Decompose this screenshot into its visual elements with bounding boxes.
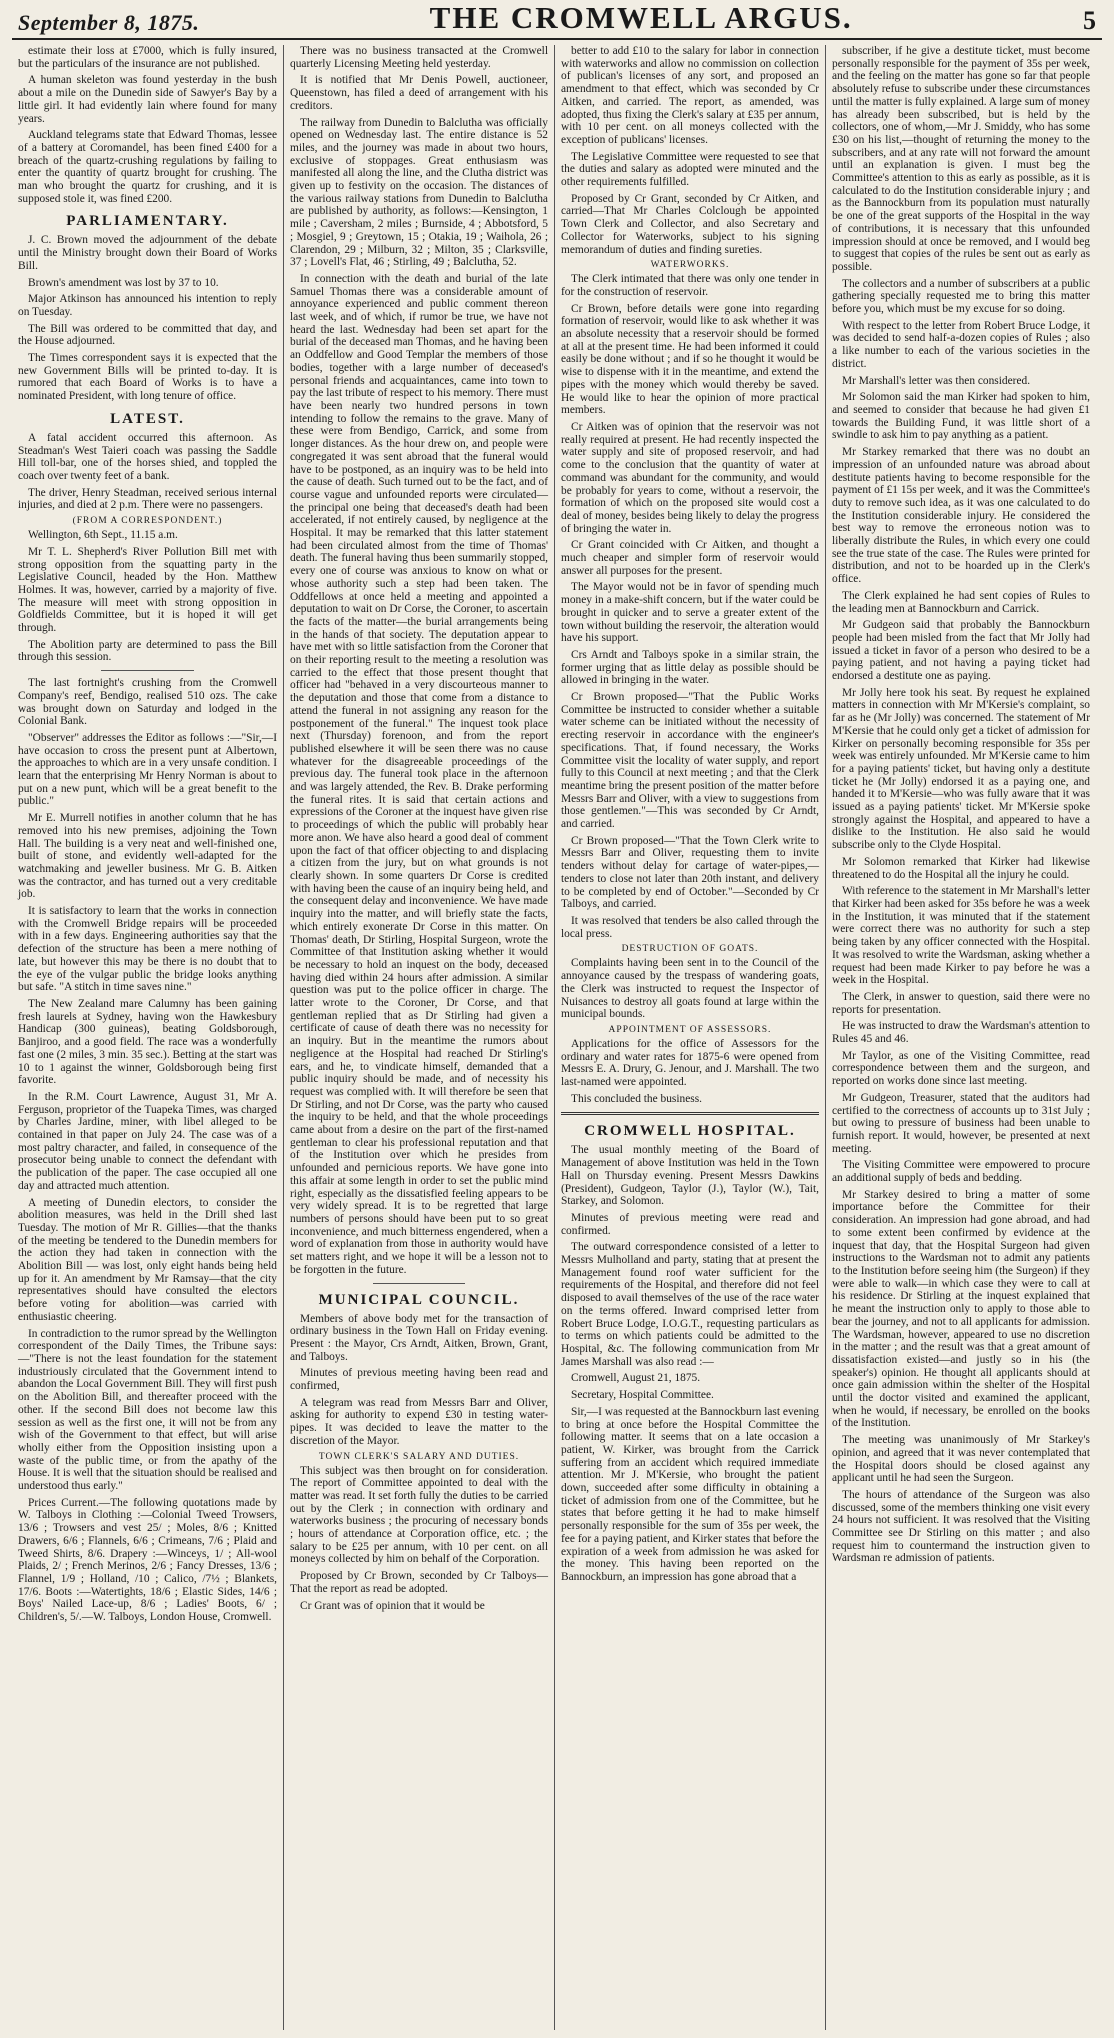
sub-heading: DESTRUCTION OF GOATS. bbox=[621, 944, 759, 955]
sub-heading: TOWN CLERK'S SALARY AND DUTIES. bbox=[318, 1451, 520, 1462]
article-paragraph: The Visiting Committee were empowered to procure an additional supply of beds and bedding. bbox=[832, 1159, 1090, 1185]
column-4 bbox=[825, 45, 1096, 2030]
article-paragraph: "Observer" addresses the Editor as follows :—"Sir,—I have occasion to cross the present punt at Albertown, the approaches to which are in a very unsafe condition. I learn that the enterprising Mr Henry Norman is about to put on a new punt, which will be a great benefit to the public." bbox=[18, 731, 277, 808]
section-heading: MUNICIPAL COUNCIL. bbox=[318, 1291, 520, 1308]
article-paragraph: The New Zealand mare Calumny has been gaining fresh laurels at Sydney, having won the Hawkesbury Handicap (300 guineas), beating Goldsborough, Banjiroo, and a good field. The race was a wonderfully fast one (2 miles, 3 min. 35 sec.). Betting at the start was 10 to 1 against the winner, Goldsborough being first favorite. bbox=[18, 998, 277, 1087]
article-paragraph: It is satisfactory to learn that the works in connection with the Cromwell Bridge repairs will be proceeded with in a few days. Engineering authorities say that the defection of the structure has been a mere nothing of late, but however this may be there is no doubt that to the eye of the vulgar public the bridge looks anything but safe. "A stitch in time saves nine." bbox=[18, 905, 277, 994]
article-paragraph: With reference to the statement in Mr Marshall's letter that Kirker had been asked for 35s before he was a week in the Institution, it was minuted that if the statement were correct there was no authority for such a step being taken by any officer connected with the Hospital. It was resolved to write the Wardsman, asking whether a request had been made Kirker to pay before he was a week in the Hospital. bbox=[832, 885, 1090, 987]
article-paragraph: Mr Jolly here took his seat. By request he explained matters in connection with Mr M'Kersie's complaint, so far as he (Mr Jolly) was concerned. The statement of Mr M'Kersie that he could only get a ticket of admission for Kirker on personally becoming responsible for 35s per week was entirely unfounded. Mr M'Kersie came to him for a paying patients' ticket, but having only a destitute ticket he (Mr Jolly) endorsed it as a paying one, and handed it to M'Kersie—who was fully aware that it was issued as a paying patients' ticket. Mr M'Kersie spoke strongly against the Hospital, and appeared to have a dislike to the Institution. He also said he would subscribe only to the Clyde Hospital. bbox=[832, 686, 1090, 852]
article-paragraph: In connection with the death and burial of the late Samuel Thomas there was a considerable amount of annoyance experienced and public comment thereon last week, and of which, if rumor be true, we have not heard the last. Wednesday had been set apart for the burial of the deceased man Thomas, and he having been an Oddfellow and Good Templar the members of those bodies, together with a large number of deceased's personal friends and acquaintances, came into town to pay the last tribute of respect to his memory. There must have been nearly two hundred persons in town intending to follow the remains to the grave. Many of these were from Bendigo, Carrick, and some from longer distances. As the hour drew on, and people were congregated it was sent abroad that the funeral would have to be postponed, as an inquiry was to be held into the cause of death. Such turned out to be the fact, and of course vague and unfounded reports were circulated—the principal one being that deceased's death had been accelerated, if not entirely caused, by negligence at the Hospital. It may be remarked that this latter statement had been circulated almost from the time of Thomas' death. The funeral having thus been summarily stopped, every one of course was anxious to know on what or whose authority such a step had been taken. The Oddfellows at once held a meeting and appointed a deputation to wait on Dr Corse, the Coroner, to ascertain the facts of the matter—the burial arrangements being in the hands of that society. The deputation appear to have met with so little satisfaction from the Coroner that on their reporting result to the meeting a resolution was carried to the effect that those present thought that officer had "behaved in a very discourteous manner to the deputation and those that come from a distance to attend the funeral in not assigning any reason for the postponement of the funeral." The inquest took place next (Thursday) forenoon, and from the report published elsewhere it will be seen there was no cause whatever for the disagreeable proceedings of the previous day. The funeral took place in the afternoon and was largely attended, the Rev. B. Drake performing the funeral rites. It is said that certain actions and expressions of the Coroner at the inquest have given rise to proceedings of which the public will probably hear more anon. We have also heard a good deal of comment upon the fact of that officer objecting to and displacing a citizen from the jury, but on what grounds is not clearly shown. In some quarters Dr Corse is credited with having been the cause of an inquiry being held, and the consequent delay and inconvenience. We have made inquiry into the matter, and will briefly state the facts, which entirely exonerate Dr Corse in this matter. On Thomas' death, Dr Stirling, Hospital Surgeon, wrote the Committee of that Institution asking whether it would be necessary to hold an inquest on the body, deceased having died within 24 hours after admission. A similar question was put to the police officer in charge. The latter wrote to the Coroner, Dr Corse, and that gentleman replied that as Dr Stirling had given a certificate of cause of death there was no necessity for an inquiry. But in the meantime the rumors about negligence at the Hospital had reached Dr Stirling's ears, and he, to vindicate himself, demanded that a public inquiry should be made, and of necessity his request was complied with. It will therefore be seen that Dr Stirling, and not Dr Corse, was the party who caused the inquiry to be held, and that the whole proceedings came about from a desire on the part of the first-named gentleman to clear his professional reputation and that of the Institution over which he presides from unfounded and pernicious reports. We have gone into this affair at some length in order to set the public mind right, especially as the dissatisfied feeling appears to be very widely spread. It is to be regretted that large numbers of persons should have been put to so great inconvenience, and much bitterness engendered, when a word of explanation from those in authority would have set matters right, and we hope it will be a lesson not to be forgotten in the future. bbox=[290, 272, 548, 1276]
article-paragraph: This concluded the business. bbox=[571, 1092, 702, 1105]
article-paragraph: The railway from Dunedin to Balclutha was officially opened on Wednesday last. The entire distance is 52 miles, and the journey was made in about two hours, exclusive of stoppages. Great enthusiasm was manifested all along the line, and the Clutha district was given up to festivity on the occasion. The distances of the various railway stations from Dunedin to Balclutha are published by authority, as follows:—Kensington, 1 mile ; Caversham, 2 miles ; Burnside, 4 ; Abbotsford, 5 ; Mosgiel, 9 ; Greytown, 15 ; Otakia, 19 ; Waihola, 26 ; Clarendon, 29 ; Milburn, 32 ; Milton, 35 ; Clarksville, 37 ; Lovell's Flat, 46 ; Stirling, 49 ; Balclutha, 52. bbox=[290, 116, 548, 269]
section-divider bbox=[373, 1283, 466, 1284]
article-paragraph: He was instructed to draw the Wardsman's attention to Rules 45 and 46. bbox=[832, 1020, 1090, 1046]
masthead bbox=[12, 0, 1102, 40]
article-paragraph: estimate their loss at £7000, which is fully insured, but the particulars of the insurance are not published. bbox=[18, 45, 277, 70]
article-paragraph: Secretary, Hospital Committee. bbox=[571, 1389, 714, 1402]
article-paragraph: J. C. Brown moved the adjournment of the debate until the Ministry brought down their Board of Works Bill. bbox=[18, 234, 277, 272]
article-paragraph: The usual monthly meeting of the Board of Management of above Institution was held in the Town Hall on Thursday evening. Present Messrs Dawkins (President), Gudgeon, Taylor (J.), Taylor (W.), Tait, Starkey, and Solomon. bbox=[561, 1144, 819, 1208]
article-paragraph: A human skeleton was found yesterday in the bush about a mile on the Dunedin side of Sawyer's Bay by a little girl. It had evidently lain where found for many years. bbox=[18, 74, 277, 125]
sub-heading: APPOINTMENT OF ASSESSORS. bbox=[608, 1024, 772, 1035]
article-paragraph: The Clerk, in answer to question, said there were no reports for presentation. bbox=[832, 990, 1090, 1016]
article-paragraph: Mr Taylor, as one of the Visiting Committee, read correspondence between them and the surgeon, and reported on works done since last meeting. bbox=[832, 1049, 1090, 1088]
article-paragraph: Auckland telegrams state that Edward Thomas, lessee of a battery at Coromandel, has been fined £400 for a breach of the quartz-crushing regulations by failing to enter the quantity of quartz brought for crushing. The man who brought the quartz for crushing, and it is supposed stole it, was fined £200. bbox=[18, 129, 277, 205]
article-paragraph: The Clerk intimated that there was only one tender in for the construction of reservoir. bbox=[561, 273, 819, 298]
article-paragraph: Major Atkinson has announced his intention to reply on Tuesday. bbox=[18, 293, 277, 318]
article-paragraph: A fatal accident occurred this afternoon. As Steadman's West Taieri coach was passing the Saddle Hill toll-bar, one of the horses shied, and toppled the coach over twenty feet of a bank. bbox=[18, 431, 277, 482]
article-paragraph: Proposed by Cr Brown, seconded by Cr Talboys—That the report as read be adopted. bbox=[290, 1570, 548, 1595]
article-paragraph: The collectors and a number of subscribers at a public gathering specially requested me to bring this matter before you, which must be my excuse for so doing. bbox=[832, 277, 1090, 316]
columns bbox=[12, 45, 1102, 2030]
article-paragraph: A telegram was read from Messrs Barr and Oliver, asking for authority to expend £30 in testing water-pipes. It was decided to leave the matter to the discretion of the Mayor. bbox=[290, 1396, 548, 1447]
article-paragraph: The Legislative Committee were requested to see that the duties and salary as adopted were minuted and the other requirements fulfilled. bbox=[561, 150, 819, 189]
article-paragraph: Mr Starkey desired to bring a matter of some importance before the Committee for their consideration. An impression had gone abroad, and had to some extent been confirmed by evidence at the inquest that day, that the Hospital Surgeon had given instructions to the Wardsman not to admit any patients to the Institution before seeing him (the Surgeon) if they were able to walk—in which case they were to call at his residence. Dr Stirling at the inquest explained that he meant the instruction only to apply to those able to bear the journey, and not to all applicants for admission. The Wardsman, however, appeared to use no discretion in the matter ; and the result was that a great amount of dissatisfaction existed—and justly so in his (the speaker's) opinion. He thought all applicants should at once gain admission within the shelter of the Hospital until the doctor visited and examined the applicant, when he would, if necessary, be enrolled on the books of the Institution. bbox=[832, 1188, 1090, 1430]
article-paragraph: This subject was then brought on for consideration. The report of Committee appointed to deal with the matter was read. It set forth fully the duties to be carried out by the Clerk ; in connection with ordinary and waterworks business ; the procuring of necessary bonds ; hours of attendance at Corporation office, etc. ; the salary to be £25 per annum, with 10 per cent. on all moneys collected by him on behalf of the Corporation. bbox=[290, 1464, 548, 1566]
page-number: 5 bbox=[1082, 6, 1096, 35]
article-paragraph: The meeting was unanimously of Mr Starkey's opinion, and agreed that it was never contemplated that the Hospital doors should be closed against any applicant until he had seen the Surgeon. bbox=[832, 1434, 1090, 1485]
article-paragraph: It is notified that Mr Denis Powell, auctioneer, Queenstown, has filed a deed of arrangement with his creditors. bbox=[290, 74, 548, 112]
article-paragraph: Cr Aitken was of opinion that the reservoir was not really required at present. He had recently inspected the water supply and site of proposed reservoir, and had come to the conclusion that the quantity of water at command was abundant for the community, and would be probably for years to come, without a reservoir, the formation of which on the proposed site would cost a deal of money, besides being likely to delay the progress of bringing the water in. bbox=[561, 420, 820, 535]
article-paragraph: Proposed by Cr Grant, seconded by Cr Aitken, and carried—That Mr Charles Colclough be appointed Town Clerk and Collector, and also Secretary and Collector for Waterworks, subject to his signing memorandum of duties and finding sureties. bbox=[561, 192, 819, 256]
article-paragraph: Members of above body met for the transaction of ordinary business in the Town Hall on Friday evening. Present : the Mayor, Crs Arndt, Aitken, Brown, Grant, and Talboys. bbox=[290, 1312, 548, 1363]
sub-heading: (FROM A CORRESPONDENT.) bbox=[72, 516, 223, 527]
article-paragraph: There was no business transacted at the Cromwell quarterly Licensing Meeting held yesterday. bbox=[290, 45, 548, 70]
article-paragraph: The driver, Henry Steadman, received serious internal injuries, and died at 2 p.m. There were no passengers. bbox=[18, 486, 277, 512]
article-paragraph: The Bill was ordered to be committed that day, and the House adjourned. bbox=[18, 322, 277, 348]
article-paragraph: Mr Marshall's letter was then considered. bbox=[842, 374, 1031, 387]
article-paragraph: Wellington, 6th Sept., 11.15 a.m. bbox=[28, 529, 178, 542]
article-paragraph: The Times correspondent says it is expected that the new Government Bills will be printed to-day. It is rumored that each Board of Works is to have a nominated President, with long tenure of office. bbox=[18, 352, 277, 403]
article-paragraph: With respect to the letter from Robert Bruce Lodge, it was decided to send half-a-dozen copies of Rules ; also a like number to each of the various societies in the district. bbox=[832, 319, 1090, 370]
article-paragraph: Mr Solomon said the man Kirker had spoken to him, and seemed to consider that because he had given £1 towards the Building Fund, it was little short of a swindle to ask him to pay anything as a patient. bbox=[832, 391, 1090, 442]
section-heading: PARLIAMENTARY. bbox=[66, 213, 229, 230]
article-paragraph: Cr Brown proposed—"That the Public Works Committee be instructed to consider whether a suitable water scheme can be initiated without the necessity of erecting reservoir in accordance with the engineer's specifications. That, if found necessary, the Works Committee visit the locality of water supply, and report fully to this Council at next meeting ; and that the Clerk meantime bring the present position of the matter before Messrs Barr and Oliver, with a view to suggestions from those gentlemen."—This was seconded by Cr Arndt, and carried. bbox=[561, 691, 819, 831]
article-paragraph: Brown's amendment was lost by 37 to 10. bbox=[28, 276, 219, 289]
article-paragraph: The Clerk explained he had sent copies of Rules to the leading men at Bannockburn and Carrick. bbox=[832, 589, 1090, 615]
article-paragraph: Applications for the office of Assessors for the ordinary and water rates for 1875-6 were opened from Messrs E. A. Drury, G. Jenour, and J. Marshall. The two last-named were appointed. bbox=[561, 1037, 819, 1089]
column-3 bbox=[554, 45, 825, 2030]
article-paragraph: Cr Grant coincided with Cr Aitken, and thought a much cheaper and simpler form of reservoir would answer all purposes for the present. bbox=[561, 539, 819, 577]
sub-heading: WATERWORKS. bbox=[650, 260, 730, 271]
article-paragraph: Cr Brown proposed—"That the Town Clerk write to Messrs Barr and Oliver, requesting them to invite tenders without delay for cartage of water-pipes,—tenders to close not later than 20th instant, and delivery to be completed by end of October."—Seconded by Cr Talboys, and carried. bbox=[561, 834, 819, 911]
issue-date: September 8, 1875. bbox=[18, 10, 200, 35]
column-2 bbox=[283, 45, 554, 2030]
article-paragraph: Prices Current.—The following quotations made by W. Talboys in Clothing :—Colonial Tweed Trowsers, 13/6 ; Trowsers and vest 25/ ; Moles, 8/6 ; Knitted Drawers, 6/6 ; Flannels, 6/6 ; Crimeans, 7/6 ; Plaid and Tweed Shirts, 8/6. Drapery :—Winceys, 1/ ; All-wool Plaids, 2/ ; French Merinos, 2/6 ; Fancy Dresses, 13/6 ; Flannel, 1/9 ; Holland, /10 ; Calico, /7½ ; Blankets, 17/6. Boots :—Watertights, 18/6 ; Elastic Sides, 14/6 ; Boys' Nailed Lace-up, 8/6 ; Ladies' Boots, 6/ ; Children's, 5/.—W. Talboys, London House, Cromwell. bbox=[18, 1496, 277, 1624]
article-paragraph: Minutes of previous meeting having been read and confirmed, bbox=[290, 1367, 548, 1393]
article-paragraph: The Abolition party are determined to pass the Bill through this session. bbox=[18, 638, 277, 664]
article-paragraph: The hours of attendance of the Surgeon was also discussed, some of the members thinking one visit every 24 hours not sufficient. It was resolved that the Visiting Committee see Dr Stirling on this matter ; and also request him to countermand the instruction given to Wardsman re admission of patients. bbox=[832, 1488, 1090, 1565]
article-paragraph: Crs Arndt and Talboys spoke in a similar strain, the former urging that as little delay as possible should be allowed in bringing in the water. bbox=[561, 648, 819, 687]
article-paragraph: In the R.M. Court Lawrence, August 31, Mr A. Ferguson, proprietor of the Tuapeka Times, was charged by Charles Jardine, miner, with libel alleged to be contained in that paper on July 24. The case was of a most paltry character, and failed, in consequence of the prosecutor being unable to connect the defendant with the publication of the paper. The case occupied all one day and attracted much attention. bbox=[18, 1090, 277, 1192]
article-paragraph: Mr E. Murrell notifies in another column that he has removed into his new premises, adjoining the Town Hall. The building is a very neat and well-finished one, built of stone, and evidently well-adapted for the watchmaking and jeweller business. Mr G. B. Aitken was the contractor, and has turned out a very creditable job. bbox=[18, 812, 277, 901]
article-paragraph: subscriber, if he give a destitute ticket, must become personally responsible for the payment of 35s per week, and the feeling on the matter has gone so far that people absolutely refuse to subscribe under these circumstances until the matter is fully explained. A large sum of money has already been subscribed, but is held by the collectors, one of whom,—Mr J. Smiddy, who has some £30 on his list,—thought of returning the money to the subscribers, and at any rate will not forward the amount until an explanation is given. I must beg the Committee's attention to this as early as possible, as it is calculated to do the Institution considerable injury ; and as the Bannockburn from its population must naturally be one of the great supports of the Hospital in the way of contributions, it is necessary that this unfounded impression should at once be removed, and I would beg to suggest that copies of the rules be sent out as early as possible. bbox=[832, 45, 1090, 273]
section-heading: LATEST. bbox=[110, 410, 185, 427]
article-paragraph: Mr Solomon remarked that Kirker had likewise threatened to do the Hospital all the injury he could. bbox=[832, 855, 1090, 881]
article-paragraph: Mr Starkey remarked that there was no doubt an impression of an unfounded nature was abroad about destitute patients having to become responsible for the payment of £1 15s per week, and it was the Committee's duty to remove such idea, as it was one calculated to do the Institution considerable injury. He considered the best way to remove the erroneous notion was to liberally distribute the Rules, in which every one could see the true state of the case. The Rules were printed for distribution, and not to be hoarded up in the Clerk's office. bbox=[832, 446, 1090, 586]
section-divider-double bbox=[561, 1112, 819, 1115]
article-paragraph: The last fortnight's crushing from the Cromwell Company's reef, Bendigo, realised 510 ozs. The cake was brought down on Saturday and lodged in the Colonial Bank. bbox=[18, 677, 277, 728]
article-paragraph: A meeting of Dunedin electors, to consider the abolition measures, was held in the Drill shed last Tuesday. The motion of Mr R. Gillies—that the thanks of the meeting be tendered to the Dunedin members for the action they had taken in connection with the Abolition Bill — was lost, only eight hands being held up for it. An amendment by Mr Ramsay—that the city representatives should have consulted the electors before voting for abolition—was carried with enthusiastic cheering. bbox=[18, 1196, 277, 1323]
column-1 bbox=[12, 45, 283, 2030]
article-paragraph: The outward correspondence consisted of a letter to Messrs Mulholland and party, stating that at present the Management found roof water sufficient for the requirements of the Hospital, and therefore did not feel disposed to avail themselves of the use of the race water on the terms offered. Inward comprised letter from Robert Bruce Lodge, I.O.G.T., requesting particulars as to terms on which patients could be admitted to the Hospital, &c. The following communication from Mr James Marshall was also read :— bbox=[561, 1241, 819, 1368]
article-paragraph: Complaints having been sent in to the Council of the annoyance caused by the trespass of wandering goats, the Clerk was instructed to request the Inspector of Nuisances to destroy all goats found at large within the municipal bounds. bbox=[561, 957, 819, 1021]
article-paragraph: Sir,—I was requested at the Bannockburn last evening to bring at once before the Hospital Committee the following matter. It seems that on a late occasion a patient, W. Kirker, was brought from the Carrick suffering from an accident which required immediate attention. Mr J. M'Kersie, who brought the patient down, succeeded after some difficulty in obtaining a ticket of admission from one of the Committee, but he states that before getting it he had to make himself personally responsible for the sum of 35s per week, the fee for a paying patient, and Kirker states that before the expiration of a week from admission he was asked for the money. This having been reported on the Bannockburn, an impression has gone abroad that a bbox=[561, 1405, 819, 1583]
article-paragraph: Minutes of previous meeting were read and confirmed. bbox=[561, 1211, 819, 1237]
article-paragraph: Mr T. L. Shepherd's River Pollution Bill met with strong opposition from the squatting party in the Legislative Council, headed by the Hon. Matthew Holmes. It was, however, carried by a majority of five. The measure will meet with strong opposition in Goldfields Committee, but it is hoped it will get through. bbox=[18, 545, 277, 635]
newspaper-title: THE CROMWELL ARGUS. bbox=[429, 0, 853, 35]
article-paragraph: Mr Gudgeon, Treasurer, stated that the auditors had certified to the correctness of accounts up to 31st July ; but owing to pressure of business had been unable to furnish report. It would, however, be presented at next meeting. bbox=[832, 1091, 1090, 1155]
article-paragraph: Cr Brown, before details were gone into regarding formation of reservoir, would like to ask whether it was an absolute necessity that a reservoir should be formed at all at the present time. He had been informed it could easily be done without ; and if so he thought it would be wise to dispense with it in the meantime, and extend the pipes with the money which would thereby be saved. He would like to hear the opinion of more practical members. bbox=[561, 302, 819, 417]
article-paragraph: The Mayor would not be in favor of spending much money in a make-shift concern, but if the water could be brought in quicker and to serve a greater extent of the town without building the reservoir, the alteration would have his support. bbox=[561, 581, 819, 645]
section-divider bbox=[101, 670, 194, 671]
section-heading: CROMWELL HOSPITAL. bbox=[584, 1123, 796, 1140]
article-paragraph: Mr Gudgeon said that probably the Bannockburn people had been misled from the fact that Mr Jolly had issued a ticket in favor of a person who desired to be a paying patient, and not having a paying ticket had endorsed a destitute one as paying. bbox=[832, 619, 1090, 683]
article-paragraph: Cr Grant was of opinion that it would be bbox=[300, 1599, 485, 1612]
article-paragraph: Cromwell, August 21, 1875. bbox=[571, 1372, 701, 1385]
article-paragraph: In contradiction to the rumor spread by the Wellington correspondent of the Daily Times, the Tribune says:—"There is not the least foundation for the statement industriously circulated that the Government intend to abandon the Local Government Bill. They will first push on the Abolition Bill, and thereafter proceed with the other. If the second Bill does not become law this session as well as the first one, it will not be from any wish of the Government to that effect, but will arise wholly either from the Opposition insisting upon a waste of the public time, or from the apathy of the House. It is well that the situation should be realised and understood thus early." bbox=[18, 1327, 277, 1493]
article-paragraph: better to add £10 to the salary for labor in connection with waterworks and allow no commission on collection of publican's licenses of any sort, and proposed an amendment to that effect, which was seconded by Cr Aitken, and carried. The report, as amended, was adopted, thus fixing the Clerk's salary at £35 per annum, with 10 per cent. on all moneys collected with the exception of publicans' licenses. bbox=[561, 45, 819, 146]
article-paragraph: It was resolved that tenders be also called through the local press. bbox=[561, 915, 819, 940]
